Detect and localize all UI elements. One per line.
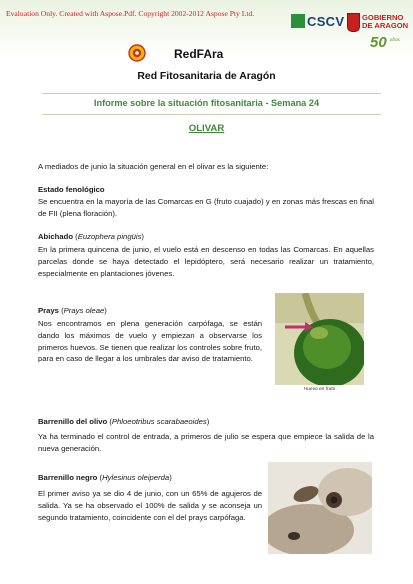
aragon-logo-line1: GOBIERNO [362, 13, 404, 22]
section-heading-barrenillo-negro: Barrenillo negro (Hylesinus oleiperda) [38, 473, 172, 482]
cscv-logo-text: CSCV [307, 14, 345, 29]
section-heading-estado [38, 185, 105, 194]
brand-name: RedFAra [174, 47, 224, 61]
bark-beetle-photo [268, 462, 372, 554]
section-scientific-name: Euzophera pingüis [77, 232, 142, 241]
photo-caption: Huevo en fruto [303, 387, 336, 392]
aragon-shield-icon [347, 13, 360, 32]
cscv-logo-mark [291, 14, 305, 28]
evaluation-watermark: Evaluation Only. Created with Aspose.Pdf. Copyright 2002-2012 Aspose Pty Ltd. [6, 9, 255, 18]
anniversary-number: 50 [370, 34, 387, 51]
divider-top [42, 93, 381, 94]
redfara-logo-icon [128, 44, 146, 62]
report-title: Informe sobre la situación fitosanitaria - Semana 24 [93, 98, 320, 108]
network-subtitle: Red Fitosanitaria de Aragón [137, 71, 276, 82]
cscv-logo [291, 12, 343, 32]
crop-title: OLIVAR [188, 123, 225, 134]
aragon-logo-line2: DE ARAGON [362, 21, 409, 30]
gobierno-aragon-logo [347, 12, 409, 32]
anniversary-text: años [390, 37, 400, 42]
anniversary-badge [370, 36, 412, 52]
section-body-abichado: En la primera quincena de junio, el vuelo está en descenso en todas las Comarcas. En aquellas parcelas donde se haya detectado el lepidóptero, será necesario realizar un tratamiento, especialmente en plantaciones jóvenes. [38, 245, 374, 278]
section-heading-abichado: Abichado (Euzophera pingüis) [38, 232, 144, 241]
section-scientific-name: Phloeotribus scarabaeoides [111, 417, 207, 426]
divider-bottom [42, 114, 381, 115]
section-body-barrenillo-negro: El primer aviso ya se dio 4 de junio, con un 65% de agujeros de salida. Ya se ha observado el 100% de salida y se aconseja un segundo tratamiento, coincidente con el del prays carpófaga. [38, 489, 262, 522]
section-body-prays: Nos encontramos en plena generación carpófaga, se están dando los máximos de vuelo y empiezan a observarse los primeros huevos. Se tienen que realizar los controles sobre fruto, para en caso de llegar a los umbrales dar aviso de tratamiento. [38, 319, 262, 364]
olive-fruit-photo [275, 293, 364, 385]
section-title: Estado fenológico [38, 185, 105, 194]
section-title: Barrenillo negro [38, 473, 98, 482]
aragon-logo-text [362, 14, 408, 30]
section-body-barrenillo-olivo: Ya ha terminado el control de entrada, a primeros de julio se espera que empiece la salida de la nueva generación. [38, 432, 374, 453]
section-heading-barrenillo-olivo: Barrenillo del olivo (Phloeotribus scarabaeoides) [38, 417, 210, 426]
section-title: Barrenillo del olivo [38, 417, 108, 426]
intro-paragraph: A mediados de junio la situación general en el olivar es la siguiente: [38, 162, 269, 171]
section-heading-prays: Prays (Prays oleae) [38, 306, 107, 315]
section-title: Abichado [38, 232, 74, 241]
section-scientific-name: Prays oleae [63, 306, 105, 315]
section-title: Prays [38, 306, 59, 315]
section-body-estado: Se encuentra en la mayoría de las Comarcas en G (fruto cuajado) y en zonas más frescas en final de FII (plena floración). [38, 197, 374, 218]
section-scientific-name: Hylesinus oleiperda [102, 473, 170, 482]
